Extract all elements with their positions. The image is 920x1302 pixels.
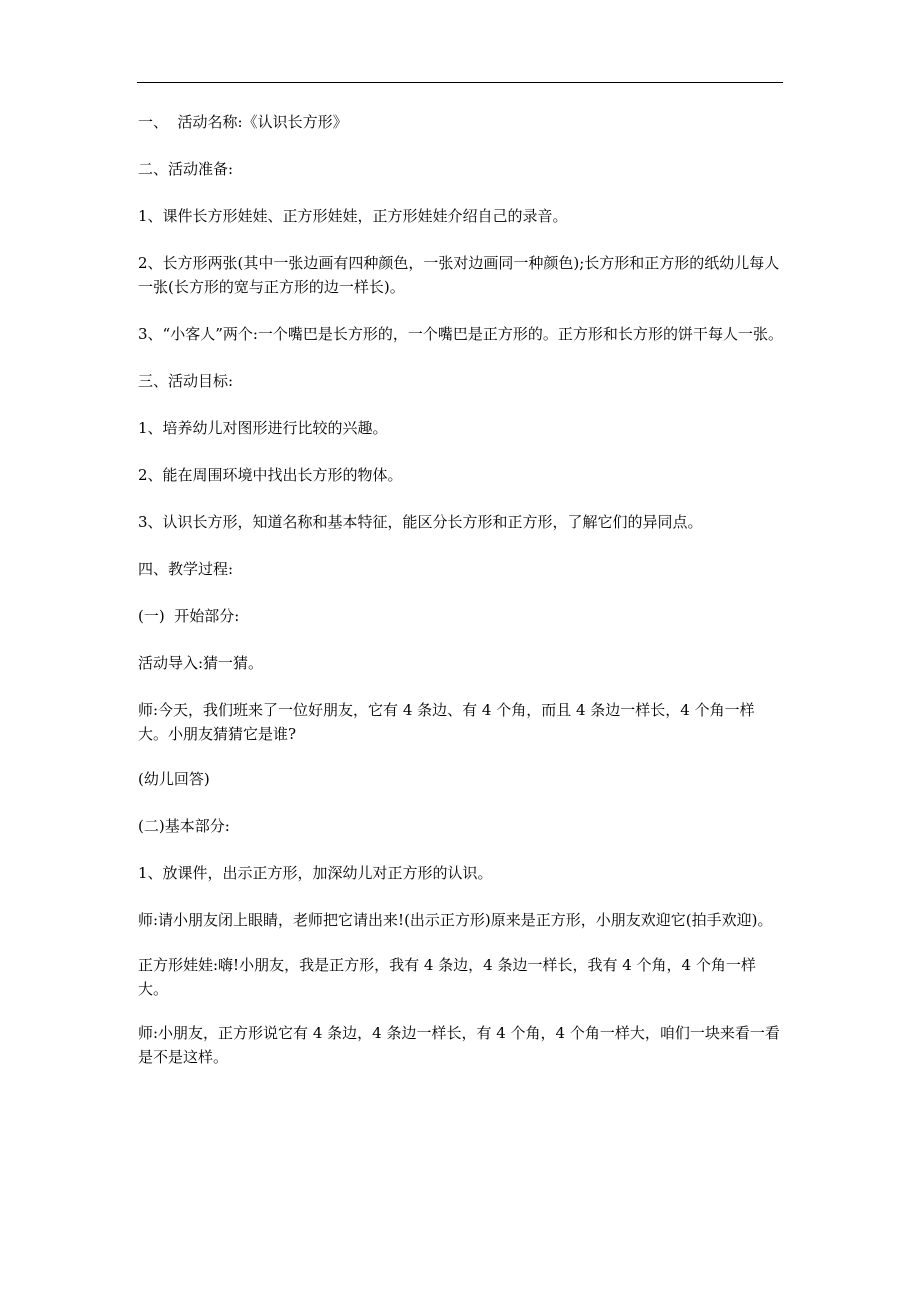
objective-2: 2、能在周围环境中找出长方形的物体。 [138,466,403,484]
teacher-line-2: 师:请小朋友闭上眼睛，老师把它请出来!(出示正方形)原来是正方形，小朋友欢迎它(拍手欢迎)。 [138,911,773,929]
teaching-process-heading: 四、教学过程: [138,560,234,578]
square-doll-line: 正方形娃娃:嗨!小朋友，我是正方形，我有 4 条边，4 条边一样长，我有 4 个角，4 个角一样大。 [138,956,756,998]
preparation-heading: 二、活动准备: [138,160,234,178]
teacher-line-3: 师:小朋友，正方形说它有 4 条边，4 条边一样长，有 4 个角，4 个角一样大，咱们一块来看一看是不是这样。 [138,1024,780,1066]
children-answer: (幼儿回答) [138,770,210,788]
preparation-item-2: 2、长方形两张(其中一张边画有四种颜色，一张对边画同一种颜色);长方形和正方形的纸幼儿每人一张(长方形的宽与正方形的边一样长)。 [138,254,780,296]
objectives-heading: 三、活动目标: [138,372,234,390]
activity-name-heading: 一、 活动名称:《认识长方形》 [138,113,348,131]
objective-1: 1、培养幼儿对图形进行比较的兴趣。 [138,419,388,437]
opening-section-heading: (一) 开始部分: [138,607,240,625]
teacher-line-1: 师:今天，我们班来了一位好朋友，它有 4 条边、有 4 个角，而且 4 条边一样长，4 个角一样大。小朋友猜猜它是谁? [138,701,755,743]
preparation-item-1: 1、课件长方形娃娃、正方形娃娃，正方形娃娃介绍自己的录音。 [138,207,568,225]
objective-3: 3、认识长方形，知道名称和基本特征，能区分长方形和正方形，了解它们的异同点。 [138,513,703,531]
preparation-item-3: 3、“小客人”两个:一个嘴巴是长方形的，一个嘴巴是正方形的。正方形和长方形的饼干每人一张。 [138,325,783,343]
basic-section-heading: (二)基本部分: [138,817,230,835]
basic-step-1: 1、放课件，出示正方形，加深幼儿对正方形的认识。 [138,864,493,882]
activity-intro: 活动导入:猜一猜。 [138,654,264,672]
header-rule [137,82,783,83]
document-body [138,110,784,1069]
